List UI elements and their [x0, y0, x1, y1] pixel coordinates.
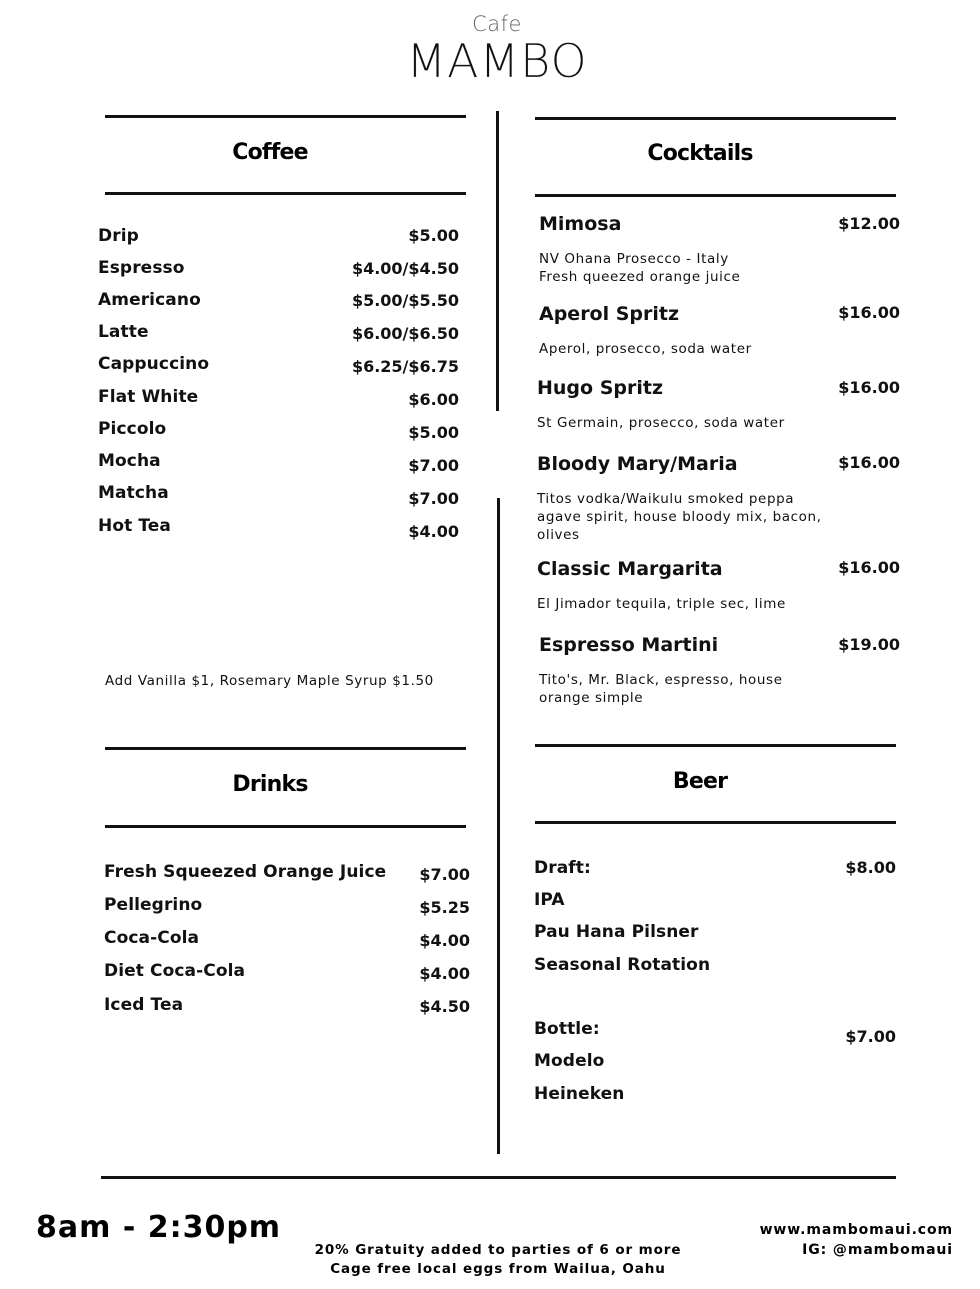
website-link[interactable]: www.mambomaui.com	[759, 1222, 953, 1238]
coffee-item-price: $5.00	[408, 423, 459, 442]
drinks-rule-bottom	[105, 825, 466, 828]
cocktail-description	[539, 671, 859, 707]
drinks-item-price: $4.00	[419, 964, 470, 983]
beer-bottle-label: Bottle:	[534, 1019, 600, 1039]
drinks-item-price: $5.25	[419, 898, 470, 917]
drinks-item-name: Iced Tea	[104, 995, 184, 1015]
cocktail-name: Aperol Spritz	[539, 303, 680, 325]
cocktail-description	[537, 595, 857, 613]
coffee-item-price: $7.00	[408, 489, 459, 508]
cocktail-price: $16.00	[838, 558, 900, 577]
gratuity-note: 20% Gratuity added to parties of 6 or more	[314, 1242, 682, 1258]
cocktail-description-line: olives	[537, 527, 580, 543]
coffee-item-name: Flat White	[98, 387, 199, 407]
drinks-item-name: Pellegrino	[104, 895, 203, 915]
coffee-item-name: Piccolo	[98, 419, 167, 439]
beer-draft-item: Pau Hana Pilsner	[534, 922, 699, 942]
coffee-rule-bottom	[105, 192, 466, 195]
cocktail-price: $12.00	[838, 214, 900, 233]
coffee-item-name: Mocha	[98, 451, 161, 471]
cocktail-description	[537, 490, 857, 544]
coffee-item-price: $5.00/$5.50	[351, 291, 459, 310]
beer-title: Beer	[672, 769, 728, 794]
beer-draft-item: Seasonal Rotation	[534, 955, 711, 975]
drinks-item-price: $7.00	[419, 865, 470, 884]
coffee-item-price: $4.00	[408, 522, 459, 541]
drinks-item-name: Diet Coca-Cola	[104, 961, 246, 981]
eggs-note: Cage free local eggs from Wailua, Oahu	[330, 1261, 666, 1277]
cocktail-description-line: El Jimador tequila, triple sec, lime	[537, 596, 786, 612]
cocktail-description-line: Titos vodka/Waikulu smoked peppa	[537, 491, 795, 507]
center-divider-bottom	[497, 498, 500, 1154]
coffee-item-name: Matcha	[98, 483, 169, 503]
cocktail-description	[537, 414, 857, 432]
footer-rule	[101, 1176, 896, 1179]
footer-contact	[700, 1220, 953, 1260]
drinks-item-name: Fresh Squeezed Orange Juice	[104, 862, 387, 882]
cocktail-price: $16.00	[838, 378, 900, 397]
coffee-addons-note: Add Vanilla $1, Rosemary Maple Syrup $1.50	[105, 673, 434, 689]
coffee-title: Coffee	[232, 140, 308, 165]
beer-rule-bottom	[535, 821, 896, 824]
cocktail-name: Hugo Spritz	[537, 377, 664, 399]
cocktail-description-line: Fresh queezed orange juice	[539, 269, 741, 285]
beer-draft-item: IPA	[534, 890, 565, 910]
beer-draft-label: Draft:	[534, 858, 591, 878]
coffee-item-price: $6.00/$6.50	[351, 324, 459, 343]
coffee-item-price: $7.00	[408, 456, 459, 475]
coffee-item-name: Hot Tea	[98, 516, 171, 536]
logo-mambo-text: MAMBO	[406, 34, 588, 88]
coffee-rule-top	[105, 115, 466, 118]
coffee-item-price: $6.00	[408, 390, 459, 409]
cocktail-name: Classic Margarita	[537, 558, 723, 580]
coffee-item-name: Latte	[98, 322, 149, 342]
beer-bottle-price: $7.00	[845, 1027, 896, 1046]
cocktail-name: Espresso Martini	[539, 634, 719, 656]
coffee-item-price: $6.25/$6.75	[351, 357, 459, 376]
cocktail-description-line: orange simple	[539, 690, 644, 706]
instagram-handle[interactable]: IG: @mambomaui	[802, 1242, 953, 1258]
cocktail-description-line: NV Ohana Prosecco - Italy	[539, 251, 729, 267]
cocktails-title: Cocktails	[647, 141, 753, 166]
cocktail-name: Mimosa	[539, 213, 622, 235]
drinks-item-price: $4.00	[419, 931, 470, 950]
coffee-item-name: Drip	[98, 226, 139, 246]
beer-rule-top	[535, 744, 896, 747]
cocktail-price: $19.00	[838, 635, 900, 654]
cocktail-name: Bloody Mary/Maria	[537, 453, 738, 475]
coffee-item-name: Americano	[98, 290, 201, 310]
cocktail-price: $16.00	[838, 453, 900, 472]
coffee-item-price: $4.00/$4.50	[351, 259, 459, 278]
cocktails-rule-bottom	[535, 194, 896, 197]
drinks-rule-top	[105, 747, 466, 750]
drinks-item-name: Coca-Cola	[104, 928, 200, 948]
cocktail-description-line: agave spirit, house bloody mix, bacon,	[537, 509, 822, 525]
cocktail-description-line: Tito's, Mr. Black, espresso, house	[539, 672, 783, 688]
cocktail-description-line: Aperol, prosecco, soda water	[539, 341, 752, 357]
beer-bottle-item: Heineken	[534, 1084, 625, 1104]
drinks-title: Drinks	[232, 772, 308, 797]
cocktails-rule-top	[535, 117, 896, 120]
coffee-item-price: $5.00	[408, 226, 459, 245]
coffee-item-name: Cappuccino	[98, 354, 210, 374]
beer-draft-price: $8.00	[845, 858, 896, 877]
drinks-item-price: $4.50	[419, 997, 470, 1016]
footer-notes	[300, 1241, 696, 1279]
cocktail-description-line: St Germain, prosecco, soda water	[537, 415, 785, 431]
center-divider-top	[496, 111, 499, 411]
cocktail-description	[539, 250, 859, 286]
logo-cafe-text: Cafe	[472, 12, 522, 36]
cocktail-price: $16.00	[838, 303, 900, 322]
opening-hours: 8am - 2:30pm	[36, 1210, 282, 1245]
coffee-item-name: Espresso	[98, 258, 185, 278]
cocktail-description	[539, 340, 859, 358]
beer-bottle-item: Modelo	[534, 1051, 605, 1071]
